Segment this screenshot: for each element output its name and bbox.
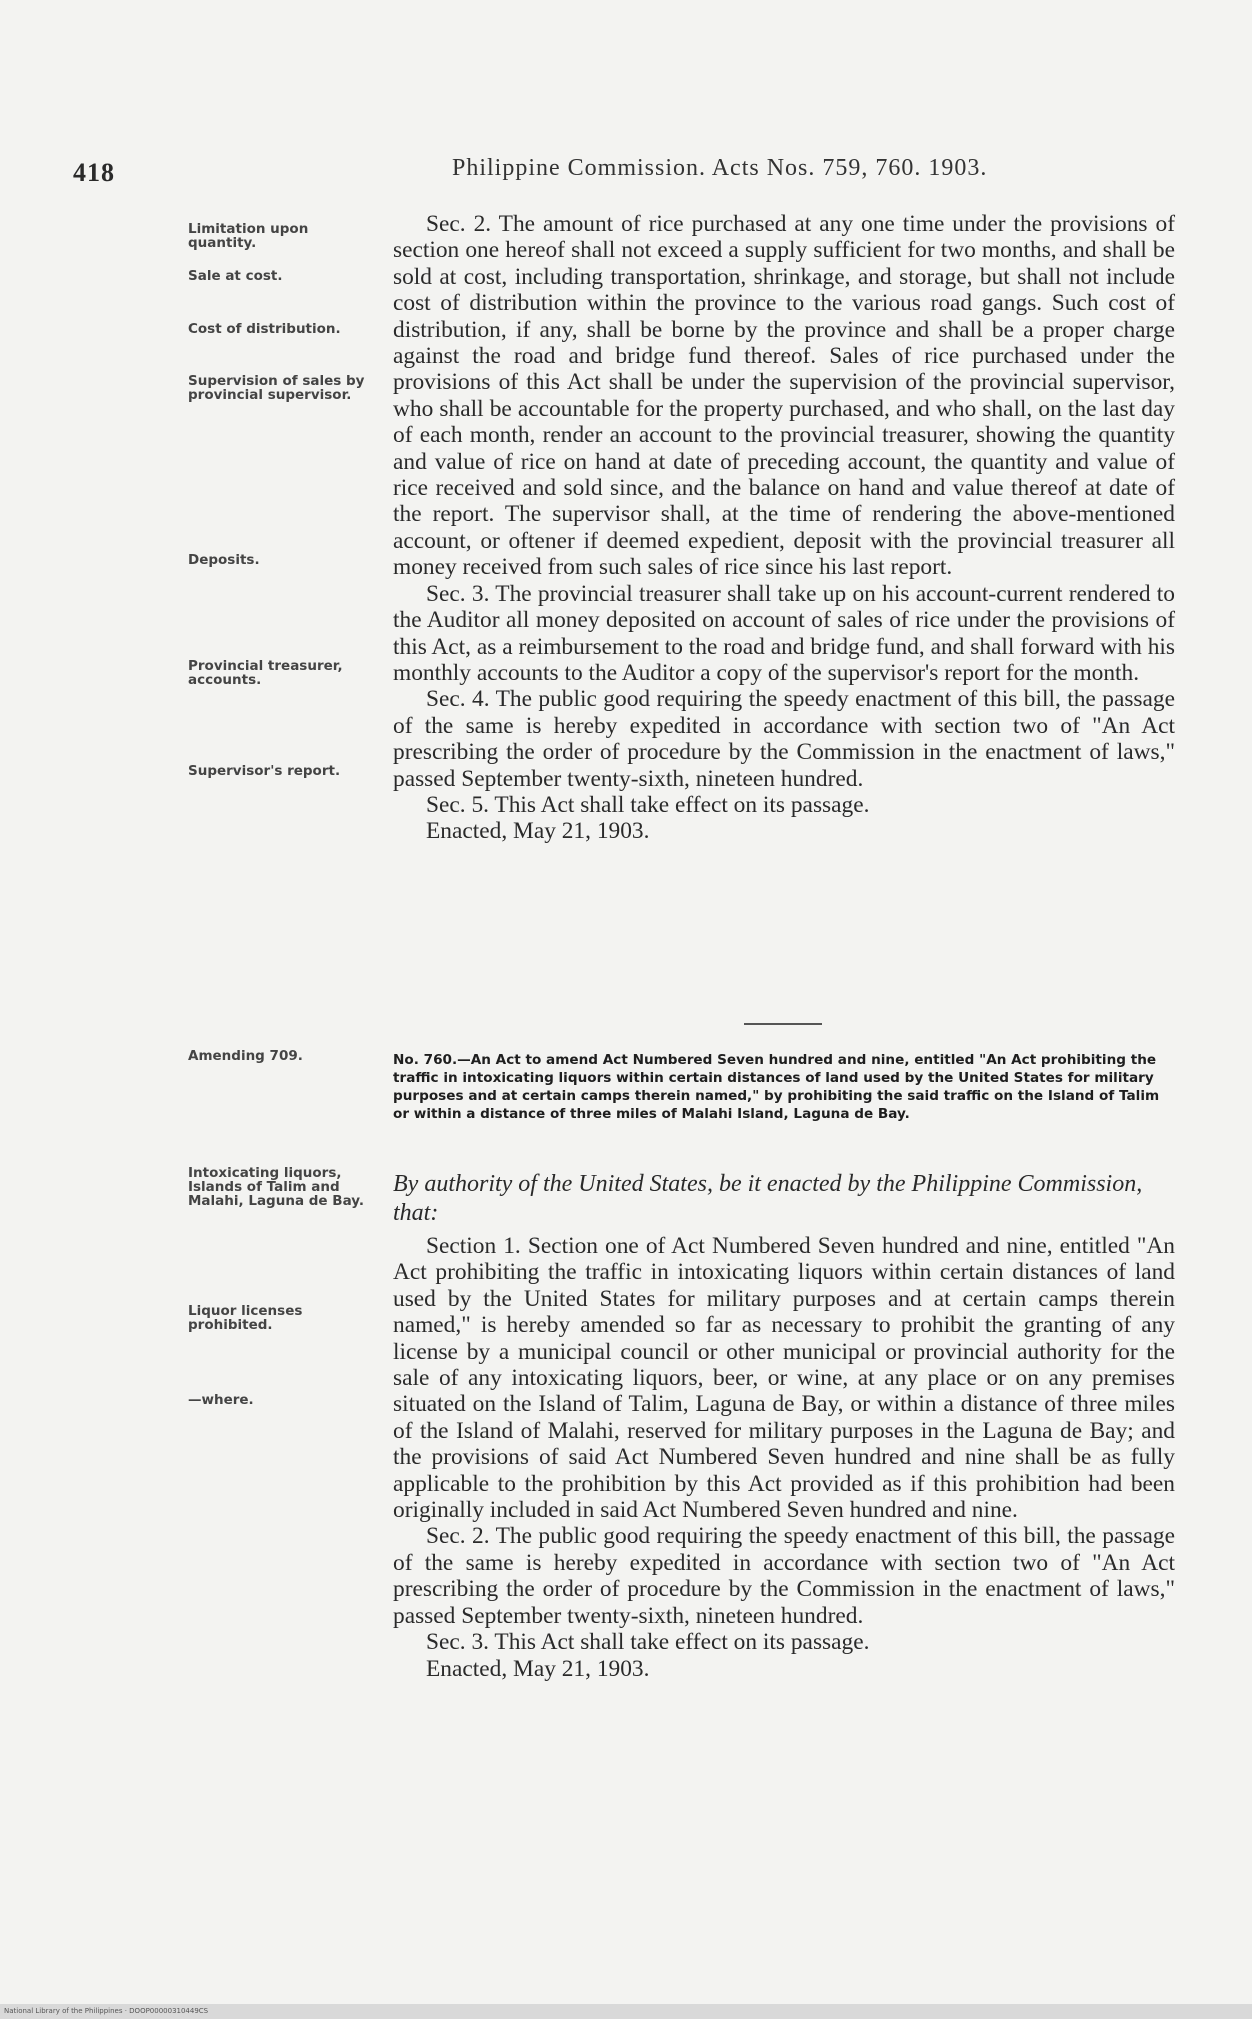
act-759-sec-4: Sec. 4. The public good requiring the speedy enactment of this bill, the passage of the same is hereby expedited in accordance with section two of "An Act prescribing the order of procedure by the Commission in the enactment of laws," passed September twenty-sixth, nineteen hundred. (393, 686, 1175, 792)
margin-note-intoxicating: Intoxicating liquors, Islands of Talim and Malahi, Laguna de Bay. (188, 1165, 364, 1209)
act-759-sec-2: Sec. 2. The amount of rice purchased at any one time under the provisions of section one hereof shall not exceed a supply sufficient for two months, and shall be sold at cost, including transportation, shrinkage, and storage, but shall not include cost of distribution within the province to the various road gangs. Such cost of distribution, if any, shall be borne by the province and shall be a proper charge against the road and bridge fund thereof. Sales of rice purchased under the provisions of this Act shall be under the supervision of the provincial supervisor, who shall be accountable for the property purchased, and who shall, on the last day of each month, render an account to the provincial treasurer, showing the quantity and value of rice on hand at date of preceding account, the quantity and value of rice received and sold since, and the balance on hand and value thereof at date of the report. The supervisor shall, at the time of rendering the above-mentioned account, or oftener if deemed expedient, deposit with the provincial treasurer all money received from such sales of rice since his last report. (393, 211, 1175, 581)
margin-note-treasurer: Provincial treasurer, accounts. (188, 658, 343, 688)
act-760-enacted: Enacted, May 21, 1903. (426, 1655, 650, 1682)
margin-note-supervisor-report: Supervisor's report. (188, 763, 341, 779)
act-760-body (393, 1233, 1175, 1682)
act-760-sec-2: Sec. 2. The public good requiring the speedy enactment of this bill, the passage of the same is hereby expedited in accordance with section two of "An Act prescribing the order of procedure by the Commission in the enactment of laws," passed September twenty-sixth, nineteen hundred. (393, 1523, 1175, 1629)
scan-footer: National Library of the Philippines · DOOP00000310449CS (0, 2004, 1252, 2019)
page-number: 418 (73, 158, 115, 187)
act-760-sec-3: Sec. 3. This Act shall take effect on its passage. (426, 1629, 870, 1656)
act-760-title: No. 760.—An Act to amend Act Numbered Seven hundred and nine, entitled "An Act prohibiting the traffic in intoxicating liquors within certain distances of land used by the United States for military purposes and at certain camps therein named," by prohibiting the said traffic on the Island of Talim or within a distance of three miles of Malahi Island, Laguna de Bay. (393, 1052, 1160, 1122)
margin-note-sale-at-cost: Sale at cost. (188, 268, 283, 284)
section-divider (744, 1023, 822, 1025)
margin-note-amending: Amending 709. (188, 1048, 303, 1064)
enacting-clause: By authority of the United States, be it enacted by the Philippine Commission, that: (393, 1171, 1143, 1226)
margin-note-licenses: Liquor licenses prohibited. (188, 1303, 303, 1333)
margin-note-deposits: Deposits. (188, 552, 260, 568)
running-title: Philippine Commission. Acts Nos. 759, 760. 1903. (452, 155, 988, 181)
act-759-body (393, 211, 1175, 845)
margin-note-supervision: Supervision of sales by provincial supervisor. (188, 373, 365, 403)
act-759-sec-3: Sec. 3. The provincial treasurer shall take up on his account-current rendered to the Auditor all money deposited on account of sales of rice under the provisions of this Act, as a reimbursement to the road and bridge fund, and shall forward with his monthly accounts to the Auditor a copy of the supervisor's report for the month. (393, 580, 1175, 686)
margin-note-cost-distribution: Cost of distribution. (188, 321, 341, 337)
act-759-enacted: Enacted, May 21, 1903. (426, 818, 650, 845)
margin-note-limitation: Limitation upon quantity. (188, 221, 309, 251)
margin-note-where: —where. (188, 1392, 254, 1408)
act-760-sec-1: Section 1. Section one of Act Numbered Seven hundred and nine, entitled "An Act prohibiting the traffic in intoxicating liquors within certain distances of land used by the United States for military purposes and at certain camps therein named," is hereby amended so far as necessary to prohibit the granting of any license by a municipal council or other municipal or provincial authority for the sale of any intoxicating liquors, beer, or wine, at any place or on any premises situated on the Island of Talim, Laguna de Bay, or within a distance of three miles of the Island of Malahi, reserved for military purposes in the Laguna de Bay; and the provisions of said Act Numbered Seven hundred and nine shall be as fully applicable to the prohibition by this Act provided as if this prohibition had been originally included in said Act Numbered Seven hundred and nine. (393, 1233, 1175, 1524)
act-759-sec-5: Sec. 5. This Act shall take effect on its passage. (426, 791, 870, 818)
